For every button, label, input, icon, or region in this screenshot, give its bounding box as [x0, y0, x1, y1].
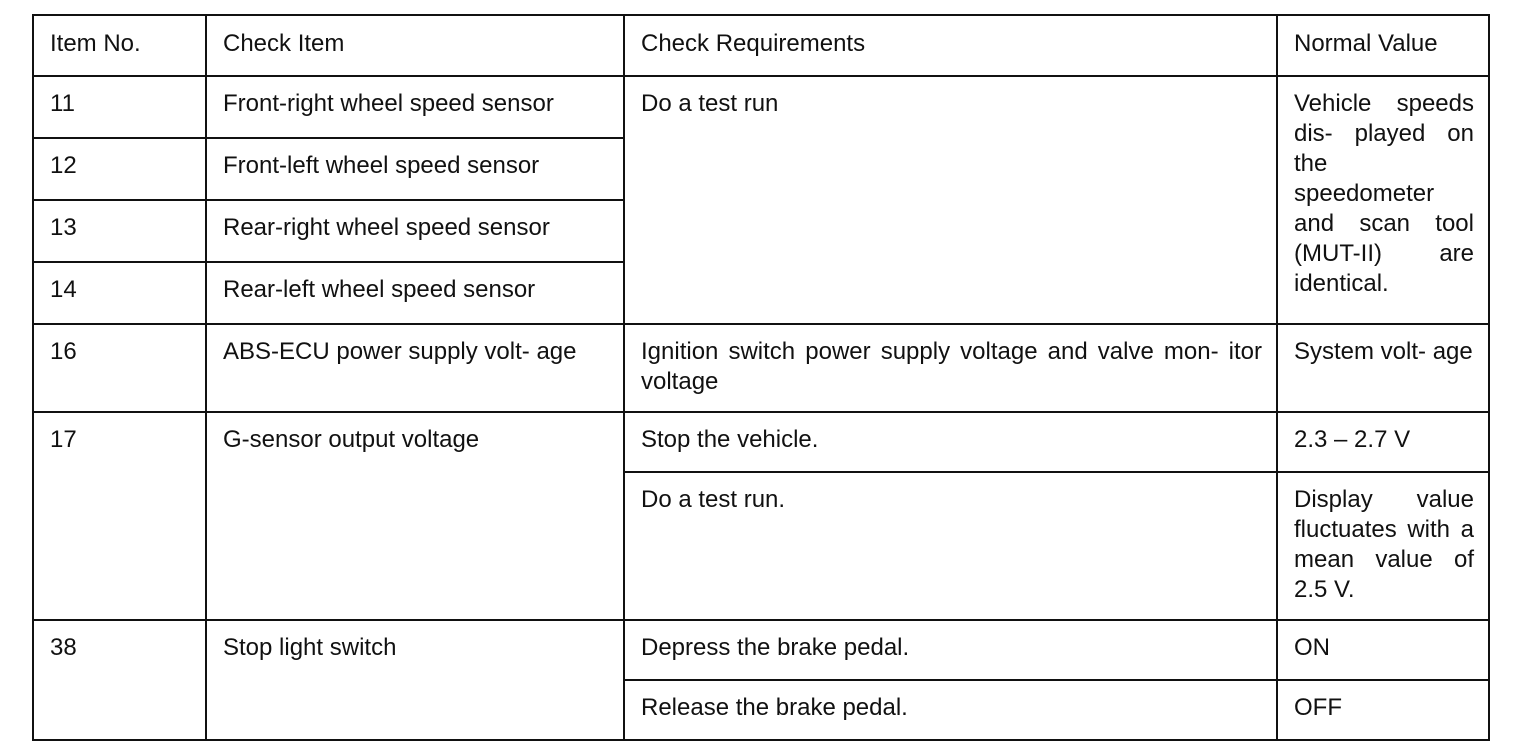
normal-value-cell: Display value fluctuates with a mean value of 2.5 V. — [1277, 472, 1489, 620]
normal-value-cell: OFF — [1277, 680, 1489, 740]
check-requirements-cell: Do a test run — [624, 76, 1277, 324]
item-no-cell: 38 — [33, 620, 206, 740]
item-no-cell: 16 — [33, 324, 206, 412]
check-item-cell: ABS-ECU power supply volt- age — [206, 324, 624, 412]
check-item-cell: Front-left wheel speed sensor — [206, 138, 624, 200]
item-no-cell: 11 — [33, 76, 206, 138]
normal-value-cell: 2.3 – 2.7 V — [1277, 412, 1489, 472]
header-check-requirements: Check Requirements — [624, 15, 1277, 76]
check-requirements-cell: Ignition switch power supply voltage and valve mon- itor voltage — [624, 324, 1277, 412]
item-no-cell: 14 — [33, 262, 206, 324]
header-check-item: Check Item — [206, 15, 624, 76]
check-item-cell: Rear-right wheel speed sensor — [206, 200, 624, 262]
table-row — [33, 76, 1489, 138]
normal-value-cell: ON — [1277, 620, 1489, 680]
check-item-cell: G-sensor output voltage — [206, 412, 624, 620]
check-item-cell: Rear-left wheel speed sensor — [206, 262, 624, 324]
check-item-cell: Stop light switch — [206, 620, 624, 740]
normal-value-cell: Vehicle speeds dis- played on the speedometer and scan tool (MUT-II) are identical. — [1277, 76, 1489, 324]
table-row — [33, 324, 1489, 412]
item-no-cell: 17 — [33, 412, 206, 620]
header-row — [33, 15, 1489, 76]
check-requirements-cell: Depress the brake pedal. — [624, 620, 1277, 680]
check-item-cell: Front-right wheel speed sensor — [206, 76, 624, 138]
header-normal-value: Normal Value — [1277, 15, 1489, 76]
normal-value-cell: System volt- age — [1277, 324, 1489, 412]
table-row — [33, 620, 1489, 680]
table-row — [33, 412, 1489, 472]
header-item-no: Item No. — [33, 15, 206, 76]
check-requirements-cell: Do a test run. — [624, 472, 1277, 620]
check-requirements-cell: Stop the vehicle. — [624, 412, 1277, 472]
item-no-cell: 12 — [33, 138, 206, 200]
check-requirements-cell: Release the brake pedal. — [624, 680, 1277, 740]
check-table — [32, 14, 1490, 741]
item-no-cell: 13 — [33, 200, 206, 262]
